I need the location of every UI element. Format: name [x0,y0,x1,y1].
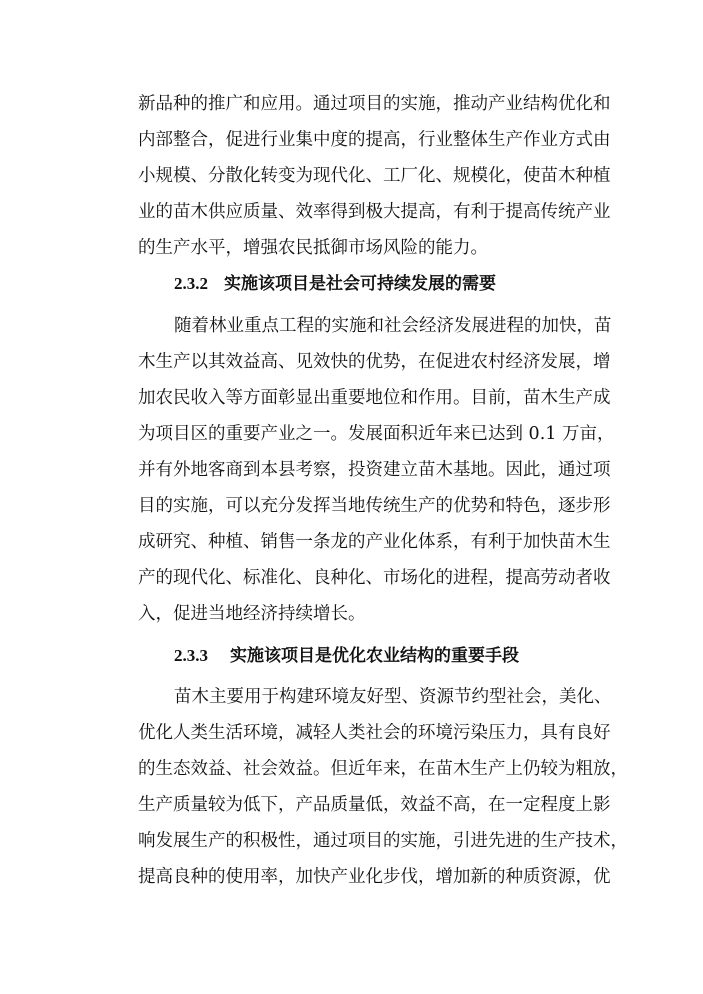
paragraph-1-line-3: 小规模、分散化转变为现代化、工厂化、规模化，使苗木种植 [138,166,611,186]
section-title: 实施该项目是社会可持续发展的需要 [224,274,496,294]
section-heading-2-3-3 [174,644,519,668]
paragraph-2-line-4: 为项目区的重要产业之一。发展面积近年来已达到 0.1 万亩， [138,424,615,444]
paragraph-1-line-4: 业的苗木供应质量、效率得到极大提高，有利于提高传统产业 [138,202,611,222]
section-title: 实施该项目是优化农业结构的重要手段 [230,646,519,666]
paragraph-3-line-2: 优化人类生活环境，减轻人类社会的环境污染压力，具有良好 [138,723,611,743]
paragraph-3-line-5: 响发展生产的积极性，通过项目的实施，引进先进的生产技术， [138,831,628,851]
paragraph-2-line-6: 目的实施，可以充分发挥当地传统生产的优势和特色，逐步形 [138,496,611,516]
paragraph-3-line-4: 生产质量较为低下，产品质量低，效益不高，在一定程度上影 [138,795,611,815]
paragraph-2-line-8: 产的现代化、标准化、良种化、市场化的进程，提高劳动者收 [138,568,611,588]
paragraph-2-line-7: 成研究、种植、销售一条龙的产业化体系，有利于加快苗木生 [138,532,611,552]
paragraph-2-line-2: 木生产以其效益高、见效快的优势，在促进农村经济发展，增 [138,352,611,372]
section-number: 2.3.2 [174,274,208,293]
paragraph-2-line-3: 加农民收入等方面彰显出重要地位和作用。目前，苗木生产成 [138,388,611,408]
section-heading-2-3-2 [174,272,496,296]
paragraph-3-line-3: 的生态效益、社会效益。但近年来，在苗木生产上仍较为粗放， [138,759,628,779]
paragraph-2-line-5: 并有外地客商到本县考察，投资建立苗木基地。因此，通过项 [138,460,611,480]
paragraph-3-line-1: 苗木主要用于构建环境友好型、资源节约型社会，美化、 [174,687,612,707]
paragraph-1-line-1: 新品种的推广和应用。通过项目的实施，推动产业结构优化和 [138,94,611,114]
paragraph-1-line-2: 内部整合，促进行业集中度的提高，行业整体生产作业方式由 [138,130,611,150]
paragraph-1-line-5: 的生产水平，增强农民抵御市场风险的能力。 [138,238,488,258]
paragraph-3-line-6: 提高良种的使用率，加快产业化步伐，增加新的种质资源，优 [138,867,611,887]
paragraph-2-line-9: 入，促进当地经济持续增长。 [138,604,366,624]
paragraph-2-line-1: 随着林业重点工程的实施和社会经济发展进程的加快，苗 [174,316,612,336]
section-number: 2.3.3 [174,646,208,665]
